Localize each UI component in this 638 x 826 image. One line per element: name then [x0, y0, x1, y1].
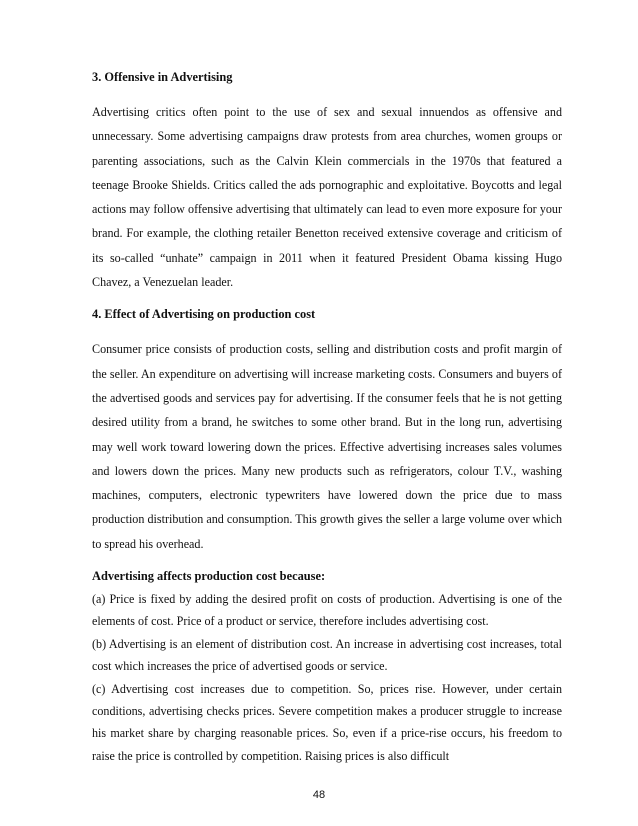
- section-heading-offensive: 3. Offensive in Advertising: [92, 70, 233, 84]
- section-heading-production-cost: 4. Effect of Advertising on production cost: [92, 307, 316, 322]
- list-item: (c) Advertising cost increases due to competition. So, prices rise. However, under certain conditions, advertising checks prices. Severe competition makes a producer struggle to increase his market share by charging reasonable prices. So, even if a price-rise occurs, his freedom to raise the price is controlled by competition. Raising prices is also difficult: [92, 681, 562, 763]
- list-heading: Advertising affects production cost because:: [92, 569, 326, 584]
- section-paragraph-production-cost: Consumer price consists of production costs, selling and distribution costs and profit margin of the seller. An expenditure on advertising will increase marketing costs. Consumers and buyers of the advertised goods and services pay for advertising. If the consumer feels that he is not getting desired utility from a brand, he switches to some other brand. But in the long run, advertising may well work toward lowering down the prices. Effective advertising increases sales volumes and lowers down the prices. Many new products such as refrigerators, colour T.V., washing machines, computers, electronic typewriters have lowered down the price due to mass production distribution and consumption. This growth gives the seller a large volume over which to spread his overhead.: [92, 342, 562, 551]
- section-paragraph-offensive: Advertising critics often point to the use of sex and sexual innuendos as offensive and unnecessary. Some advertising campaigns draw protests from area churches, women groups or parenting associations, such as the Calvin Klein commercials in the 1970s that featured a teenage Brooke Shields. Critics called the ads pornographic and exploitative. Boycotts and legal actions may follow offensive advertising that ultimately can lead to even more exposure for your brand. For example, the clothing retailer Benetton received extensive coverage and criticism of its so-called “unhate” campaign in 2011 when it featured President Obama kissing Hugo Chavez, a Venezuelan leader.: [92, 105, 562, 290]
- list-item: (a) Price is fixed by adding the desired profit on costs of production. Advertising is one of the elements of cost. Price of a product or service, therefore includes advertising cost.: [92, 592, 562, 629]
- page-number: 48: [312, 789, 326, 801]
- document-page: [92, 68, 562, 767]
- list-item: (b) Advertising is an element of distribution cost. An increase in advertising cost increases, total cost which increases the price of advertised goods or service.: [92, 636, 562, 674]
